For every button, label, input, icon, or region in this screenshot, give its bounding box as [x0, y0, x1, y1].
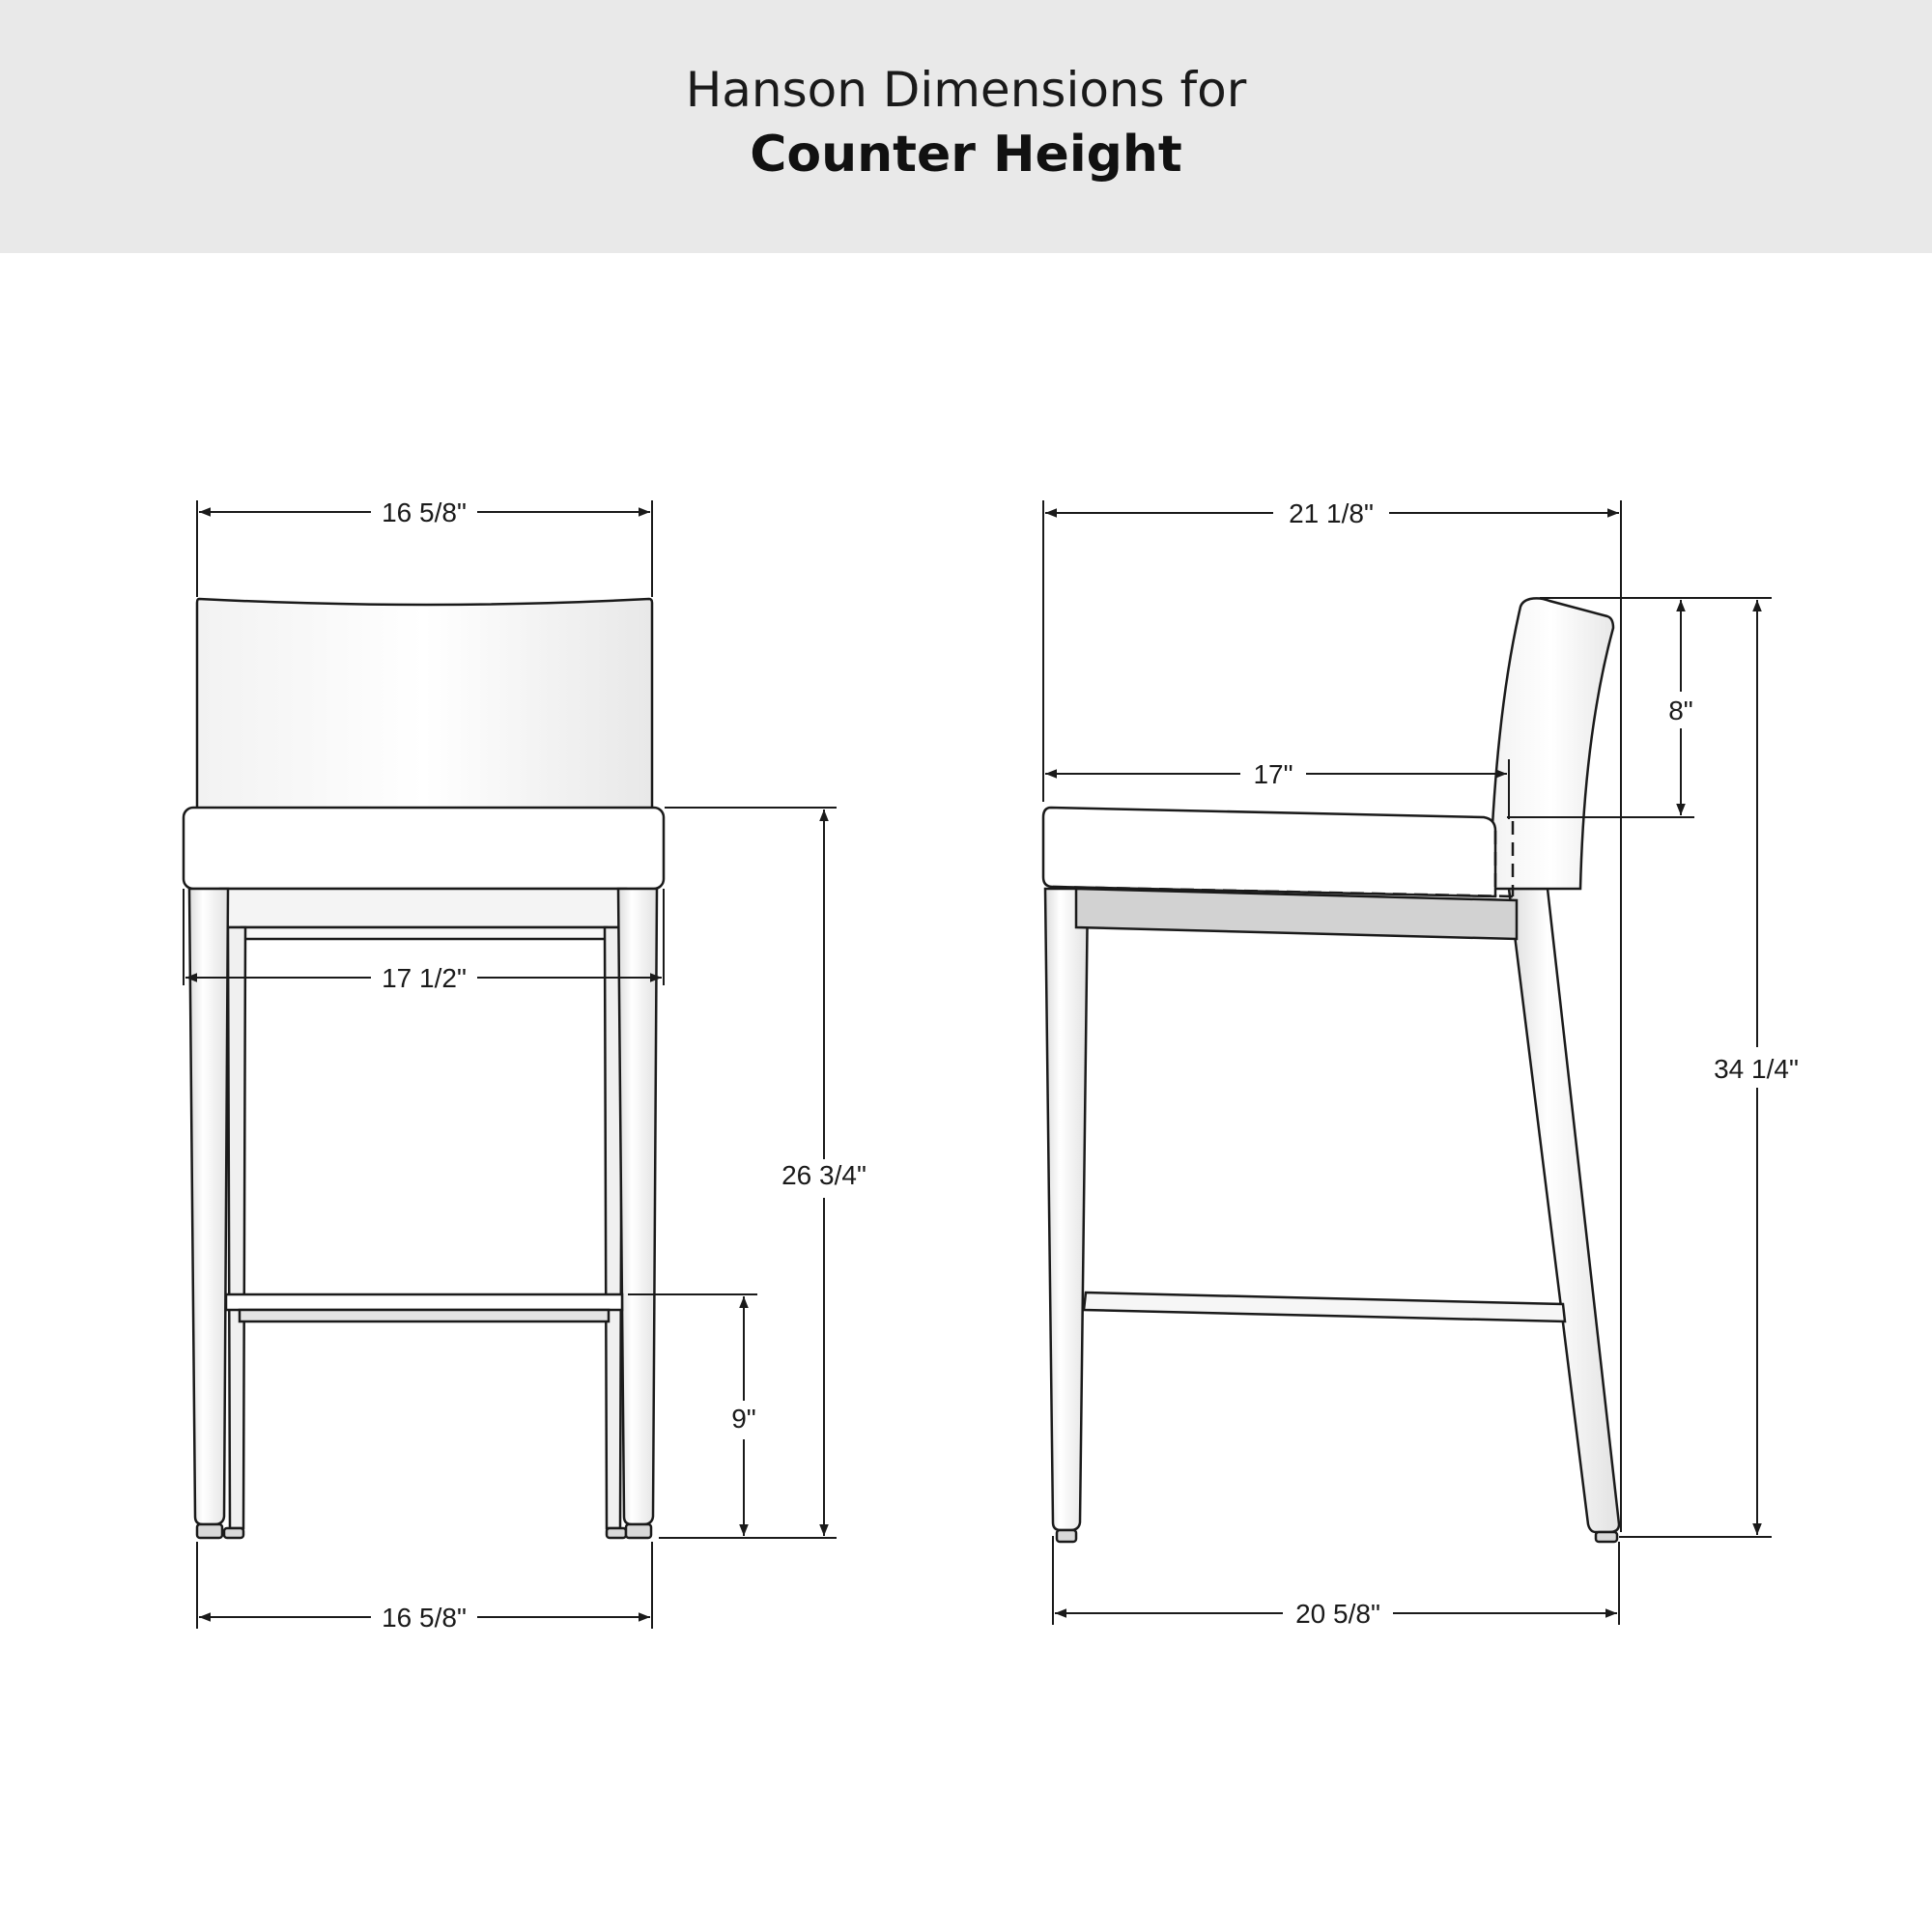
side-overall-depth-label: 21 1/8" — [1289, 498, 1374, 528]
front-footrest-height-label: 9" — [731, 1404, 756, 1434]
side-glide-front — [1057, 1530, 1076, 1542]
front-glide-left — [197, 1524, 222, 1538]
front-seat-apron — [220, 889, 626, 927]
front-glide-right-rear — [607, 1528, 626, 1538]
front-leg-left — [189, 889, 228, 1524]
front-leg-right — [618, 889, 657, 1524]
side-footrest — [1084, 1293, 1565, 1321]
front-glide-right — [626, 1524, 651, 1538]
title-line-1: Hanson Dimensions for — [685, 62, 1247, 118]
side-seat-cushion — [1043, 808, 1495, 896]
front-view-stool — [184, 599, 664, 1538]
front-rear-leg-left — [228, 927, 245, 1528]
front-seat-width-label: 17 1/2" — [382, 963, 467, 993]
front-back-width-label: 16 5/8" — [382, 497, 467, 527]
front-backrest — [197, 599, 652, 811]
side-backrest — [1490, 598, 1613, 889]
side-glide-rear — [1596, 1532, 1617, 1542]
front-footrest-shadow — [240, 1310, 609, 1321]
side-base-depth-label: 20 5/8" — [1295, 1599, 1380, 1629]
front-base-width-label: 16 5/8" — [382, 1603, 467, 1633]
title-line-2: Counter Height — [750, 126, 1182, 184]
side-dimensions — [1043, 500, 1772, 1625]
side-view-stool — [1043, 598, 1619, 1542]
front-glide-left-rear — [224, 1528, 243, 1538]
front-footrest — [226, 1294, 622, 1310]
front-seat-cushion — [184, 808, 664, 889]
side-front-leg — [1045, 889, 1088, 1530]
front-upper-stretcher — [242, 927, 607, 939]
side-back-height-label: 8" — [1668, 696, 1693, 725]
front-seat-height-label: 26 3/4" — [781, 1160, 867, 1190]
side-overall-height-label: 34 1/4" — [1714, 1054, 1799, 1084]
side-rear-leg — [1509, 889, 1619, 1532]
side-seat-depth-label: 17" — [1253, 759, 1293, 789]
